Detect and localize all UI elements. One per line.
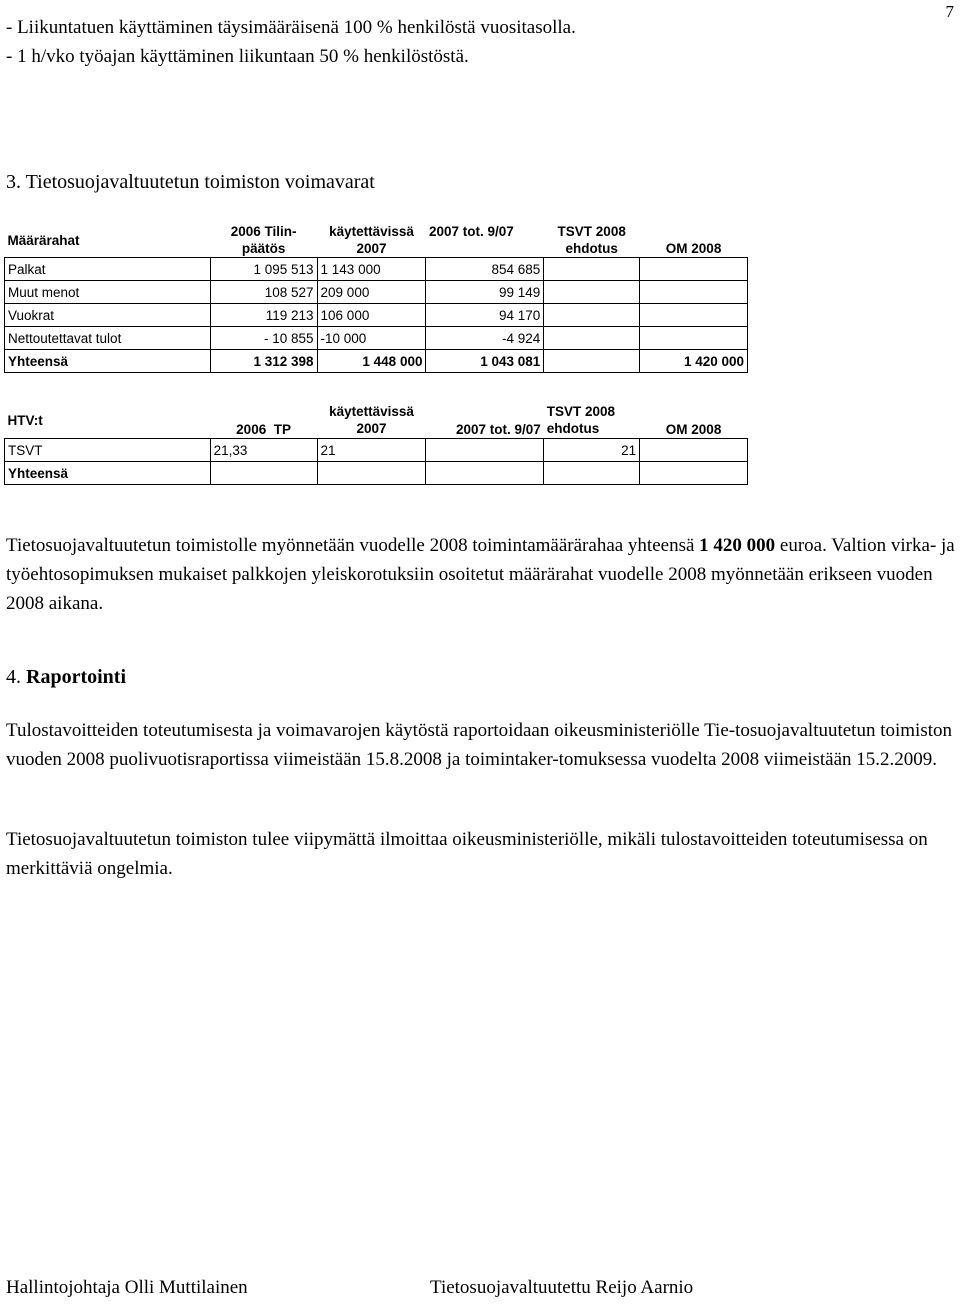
- table-cell: [544, 304, 640, 327]
- table-cell: [426, 462, 544, 485]
- table-row: [5, 258, 748, 281]
- table-header-cell: TSVT 2008 ehdotus: [557, 224, 626, 256]
- paragraph-text: Tietosuojavaltuutetun toimistolle myönnetään vuodelle 2008 toimintamäärärahaa yhteensä: [6, 535, 700, 556]
- table-cell: [640, 304, 748, 327]
- paragraph-bold-amount: 1 420 000: [699, 535, 776, 556]
- reporting-paragraph: Tietosuojavaltuutetun toimiston tulee viipymättä ilmoittaa oikeusministeriölle, mikäli tulostavoitteiden toteutumisessa on merkittäviä ongelmia.: [6, 829, 928, 879]
- table-cell: 1 095 513: [210, 258, 317, 281]
- page-number: 7: [945, 2, 954, 21]
- table-cell: 209 000: [317, 281, 426, 304]
- table-cell: [544, 281, 640, 304]
- table-cell: -10 000: [317, 327, 426, 350]
- table-header-cell: HTV:t: [7, 412, 43, 428]
- paragraph-text: euroa. Valtion virka- ja työehtosopimuksen mukaiset palkkojen yleiskorotuksiin osoitetut määrärahat vuodelle 2008 myönnetään erikseen vuoden 2008 aikana.: [6, 535, 955, 614]
- table-row: [5, 327, 748, 350]
- table-cell: 1 420 000: [640, 350, 748, 373]
- table-cell: 1 448 000: [317, 350, 426, 373]
- table-cell: [317, 462, 426, 485]
- table-cell: 99 149: [426, 281, 544, 304]
- table-cell: [544, 462, 640, 485]
- table-cell: [640, 258, 748, 281]
- table-row: [5, 281, 748, 304]
- section-number: 4.: [6, 666, 21, 688]
- table-cell: 21: [544, 439, 640, 462]
- signature-right: Tietosuojavaltuutettu Reijo Aarnio: [430, 1277, 694, 1298]
- appropriations-table: [4, 223, 748, 373]
- table-cell: 1 143 000: [317, 258, 426, 281]
- table-cell: [640, 462, 748, 485]
- table-cell: -4 924: [426, 327, 544, 350]
- table-cell: 1 312 398: [210, 350, 317, 373]
- table-cell: Yhteensä: [5, 350, 211, 373]
- table-cell: 21: [317, 439, 426, 462]
- table-row: [5, 304, 748, 327]
- table-header-row: [5, 402, 748, 439]
- table-header-cell: Määrärahat: [7, 232, 80, 248]
- table-header-cell: 2007 tot. 9/07: [428, 224, 514, 239]
- table-cell: 106 000: [317, 304, 426, 327]
- table-cell: Palkat: [5, 258, 211, 281]
- table-cell: 21,33: [210, 439, 317, 462]
- table-header-cell: käytettävissä 2007: [329, 404, 414, 436]
- table-cell: [544, 350, 640, 373]
- table-cell: [544, 258, 640, 281]
- section-heading: [6, 666, 126, 689]
- table-cell: Nettoutettavat tulot: [5, 327, 211, 350]
- table-cell: 854 685: [426, 258, 544, 281]
- bullet-line: - 1 h/vko työajan käyttäminen liikuntaan 50 % henkilöstöstä.: [6, 46, 469, 67]
- table-cell: 119 213: [210, 304, 317, 327]
- table-cell: Yhteensä: [5, 462, 211, 485]
- table-header-cell: 2006 TP: [236, 422, 291, 437]
- reporting-paragraph: Tulostavoitteiden toteutumisesta ja voimavarojen käytöstä raportoidaan oikeusministeriölle Tie-tosuojavaltuutetun toimiston vuoden 2008 puolivuotisraportissa viimeistään 15.8.2008 ja toimintaker-tomuksessa vuodelta 2008 viimeistään 15.2.2009.: [6, 720, 953, 770]
- table-cell: - 10 855: [210, 327, 317, 350]
- table-header-cell: OM 2008: [665, 422, 722, 437]
- table-cell: 108 527: [210, 281, 317, 304]
- table-total-row: [5, 350, 748, 373]
- section-heading: 3. Tietosuojavaltuutetun toimiston voimavarat: [6, 171, 375, 193]
- table-cell: [544, 327, 640, 350]
- table-header-cell: 2007 tot. 9/07: [455, 422, 541, 437]
- table-cell: [210, 462, 317, 485]
- table-cell: [640, 327, 748, 350]
- bullet-line: - Liikuntatuen käyttäminen täysimääräisenä 100 % henkilöstä vuositasolla.: [6, 17, 576, 38]
- table-header-cell: käytettävissä 2007: [329, 224, 414, 256]
- table-cell: Vuokrat: [5, 304, 211, 327]
- htv-table: [4, 402, 748, 485]
- table-header-cell: OM 2008: [665, 241, 722, 256]
- table-cell: 94 170: [426, 304, 544, 327]
- table-cell: [640, 281, 748, 304]
- section-title: Raportointi: [26, 666, 126, 688]
- table-cell: [426, 439, 544, 462]
- table-cell: 1 043 081: [426, 350, 544, 373]
- appropriation-paragraph: [6, 531, 956, 618]
- table-header-row: [5, 223, 748, 258]
- table-cell: Muut menot: [5, 281, 211, 304]
- table-cell: TSVT: [5, 439, 211, 462]
- table-row: [5, 439, 748, 462]
- table-cell: [640, 439, 748, 462]
- table-header-cell: TSVT 2008 ehdotus: [546, 404, 616, 436]
- signature-left: Hallintojohtaja Olli Muttilainen: [6, 1277, 248, 1298]
- table-header-cell: 2006 Tilin- päätös: [230, 224, 297, 256]
- table-total-row: [5, 462, 748, 485]
